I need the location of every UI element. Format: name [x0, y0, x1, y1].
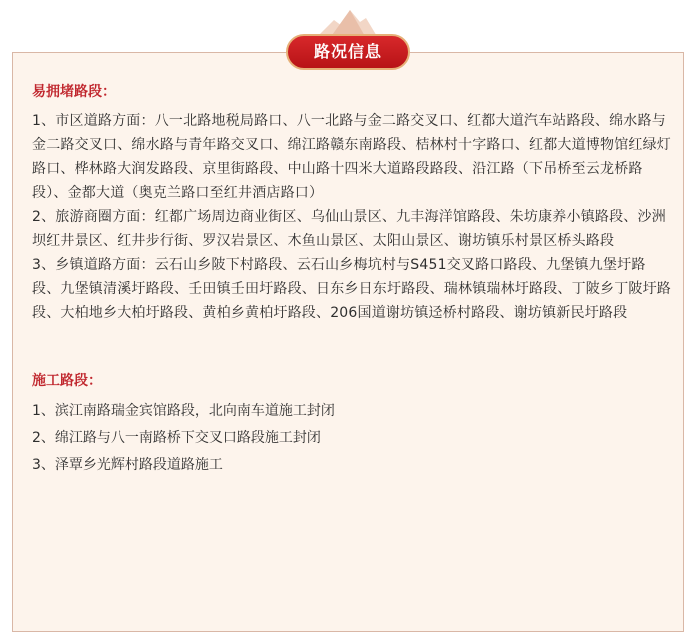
congested-heading: 易拥堵路段：	[32, 84, 116, 100]
page-title: 路况信息	[286, 34, 410, 70]
congested-item-township: 3、乡镇道路方面：云石山乡陂下村路段、云石山乡梅坑村与S451交叉路口路段、九堡镇九堡圩路段、九堡镇清溪圩路段、壬田镇壬田圩路段、日东乡日东圩路段、瑞林镇瑞林圩路段、丁陂乡丁陂圩路段、大柏地乡大柏圩路段、黄柏乡黄柏圩路段、206国道谢坊镇迳桥村路段、谢坊镇新民圩路段	[32, 257, 671, 321]
congested-item-urban: 1、市区道路方面：八一北路地税局路口、八一北路与金二路交叉口、红都大道汽车站路段、绵水路与金二路交叉口、绵水路与青年路交叉口、绵江路赣东南路段、桔林村十字路口、红都大道博物馆红绿灯路口、桦林路大润发路段、京里街路段、中山路十四米大道路段路段、沿江路（下吊桥至云龙桥路段）、金都大道（奥克兰路口至红井酒店路口）	[32, 113, 671, 201]
construction-item: 2、绵江路与八一南路桥下交叉口路段施工封闭	[32, 430, 321, 446]
construction-item: 3、泽覃乡光辉村路段道路施工	[32, 457, 223, 473]
traffic-info	[32, 82, 672, 479]
congested-item-tourism: 2、旅游商圈方面：红都广场周边商业街区、乌仙山景区、九丰海洋馆路段、朱坊康养小镇路段、沙洲坝红井景区、红井步行街、罗汉岩景区、木鱼山景区、太阳山景区、谢坊镇乐村景区桥头路段	[32, 209, 666, 249]
construction-heading: 施工路段：	[32, 373, 102, 389]
construction-item: 1、滨江南路瑞金宾馆路段，北向南车道施工封闭	[32, 403, 335, 419]
